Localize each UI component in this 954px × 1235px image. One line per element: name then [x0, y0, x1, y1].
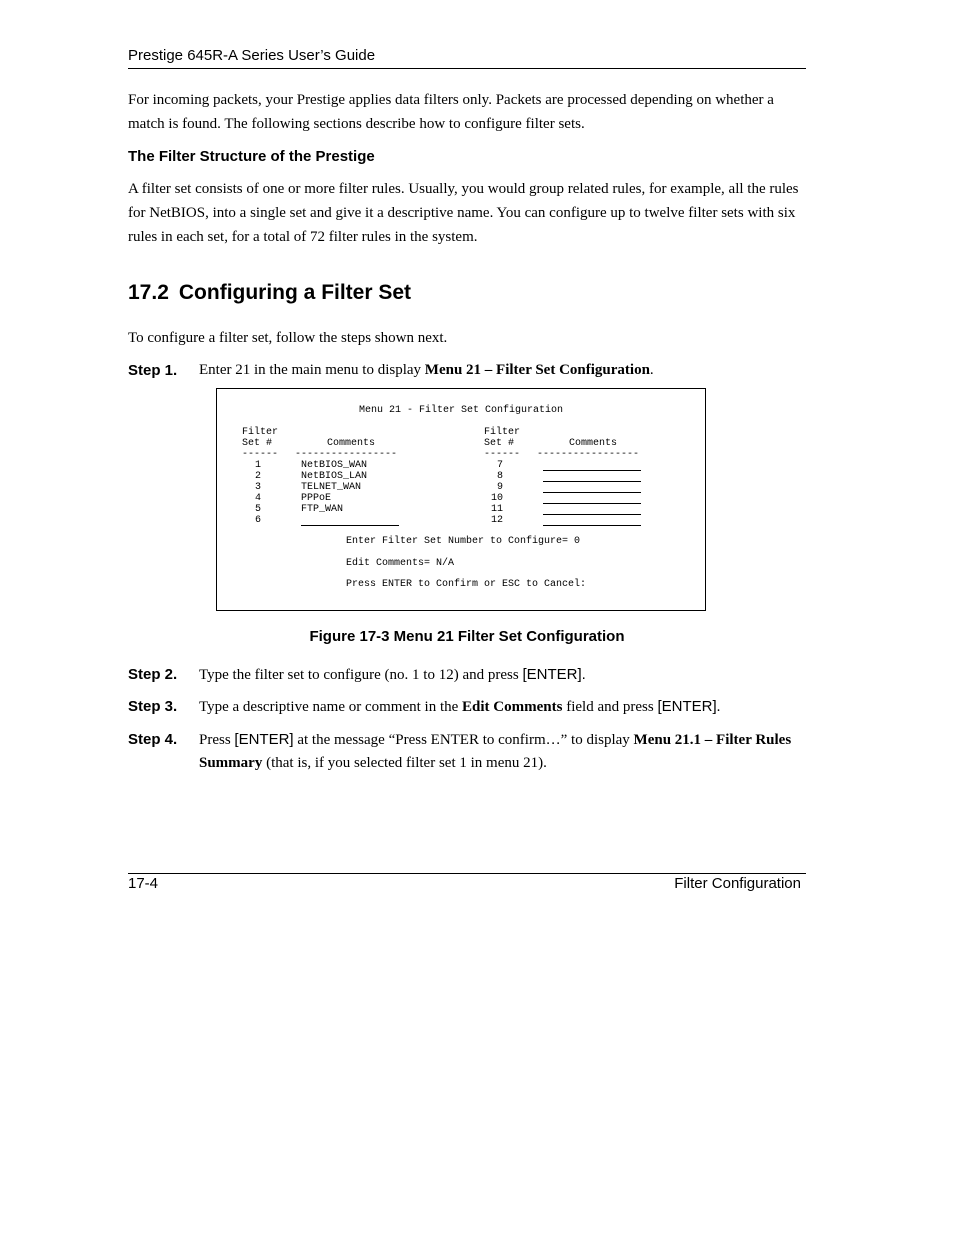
right-row-num: 7	[497, 460, 504, 471]
step-label: Step 3.	[128, 698, 178, 715]
step-text-part: at the message “Press ENTER to confirm…” to display	[293, 732, 634, 748]
left-row-num: 3	[255, 482, 262, 493]
step-text-part: Enter 21 in the main menu to display	[199, 362, 425, 378]
terminal-title: Menu 21 - Filter Set Configuration	[359, 405, 564, 416]
key-enter: [ENTER]	[657, 698, 717, 715]
step-field-name: Edit Comments	[462, 699, 563, 715]
left-row-comment: PPPoE	[301, 493, 332, 504]
left-row-comment: NetBIOS_WAN	[301, 460, 368, 471]
left-row-num: 6	[255, 515, 262, 526]
left-row-num: 4	[255, 493, 262, 504]
left-row-num: 2	[255, 471, 262, 482]
terminal-screen	[216, 388, 706, 611]
step-menu-name: Menu 21 – Filter Set Configuration	[424, 362, 650, 378]
step-label: Step 1.	[128, 362, 178, 379]
right-row-blank-underline	[543, 470, 641, 471]
filter-structure-paragraph: A filter set consists of one or more filter rules. Usually, you would group related rules, for example, all the rules for NetBIOS, into a single set and give it a descriptive name. You can configure up to twelve filter sets with six rules in each set, for a total of 72 filter rules in the system.	[128, 181, 799, 245]
left-header-filter: Filter	[242, 427, 279, 438]
step-text-part: Press	[199, 732, 235, 748]
figure-caption: Figure 17-3 Menu 21 Filter Set Configuration	[309, 628, 625, 645]
left-row-blank-underline	[301, 525, 399, 526]
right-row-blank-underline	[543, 503, 641, 504]
right-row-blank-underline	[543, 481, 641, 482]
left-row-comment: TELNET_WAN	[301, 482, 362, 493]
prompt-confirm: Press ENTER to Confirm or ESC to Cancel:	[346, 579, 587, 590]
right-row-blank-underline	[543, 514, 641, 515]
chapter-name: Filter Configuration	[674, 875, 801, 892]
step-text-part: (that is, if you selected filter set 1 in menu 21).	[262, 755, 547, 771]
prompt-set-number[interactable]: Enter Filter Set Number to Configure= 0	[346, 536, 581, 547]
section-intro: To configure a filter set, follow the steps shown next.	[128, 330, 448, 346]
step-menu-name: Menu 21.1 – Filter Rules Summary	[199, 732, 792, 771]
right-row-blank-underline	[543, 492, 641, 493]
left-dashes-comments: -----------------	[295, 449, 398, 460]
step-text-part: .	[716, 699, 721, 715]
left-header-comments: Comments	[327, 438, 376, 449]
right-dashes-set: ------	[484, 449, 521, 460]
step-text	[199, 728, 807, 775]
step-text	[199, 359, 807, 382]
step-label: Step 4.	[128, 731, 178, 748]
right-header-filter: Filter	[484, 427, 521, 438]
footer-divider	[128, 873, 806, 874]
key-enter: [ENTER]	[234, 731, 294, 748]
section-number: 17.2	[128, 281, 169, 304]
header-divider	[128, 68, 806, 69]
left-dashes-set: ------	[242, 449, 279, 460]
right-header-comments: Comments	[569, 438, 618, 449]
right-header-set: Set #	[484, 438, 515, 449]
left-row-comment: NetBIOS_LAN	[301, 471, 368, 482]
right-row-num: 11	[491, 504, 504, 515]
key-enter: [ENTER].	[522, 666, 586, 683]
right-dashes-comments: -----------------	[537, 449, 640, 460]
page-number: 17-4	[128, 875, 159, 892]
right-row-num: 8	[497, 471, 504, 482]
step-text-part: field and press	[562, 699, 658, 715]
step-text-part: Type a descriptive name or comment in the	[199, 699, 463, 715]
intro-paragraph: For incoming packets, your Prestige applies data filters only. Packets are processed depending on whether a match is found. The following sections describe how to configure filter sets.	[128, 92, 774, 132]
step-text-part: Type the filter set to configure (no. 1 to 12) and press	[199, 667, 523, 683]
right-row-blank-underline	[543, 525, 641, 526]
right-row-num: 10	[491, 493, 504, 504]
left-row-num: 1	[255, 460, 262, 471]
right-row-num: 12	[491, 515, 504, 526]
step-label: Step 2.	[128, 666, 178, 683]
step-text	[199, 695, 807, 719]
section-title: Configuring a Filter Set	[178, 281, 412, 304]
left-header-set: Set #	[242, 438, 273, 449]
running-header-title: Prestige 645R-A Series User’s Guide	[128, 47, 376, 64]
left-row-num: 5	[255, 504, 262, 515]
right-row-num: 9	[497, 482, 504, 493]
step-text	[199, 663, 807, 687]
prompt-edit-comments[interactable]: Edit Comments= N/A	[346, 558, 455, 569]
left-row-comment: FTP_WAN	[301, 504, 344, 515]
step-text-part: .	[649, 362, 654, 378]
section-heading	[128, 281, 411, 305]
filter-structure-heading: The Filter Structure of the Prestige	[128, 148, 375, 165]
